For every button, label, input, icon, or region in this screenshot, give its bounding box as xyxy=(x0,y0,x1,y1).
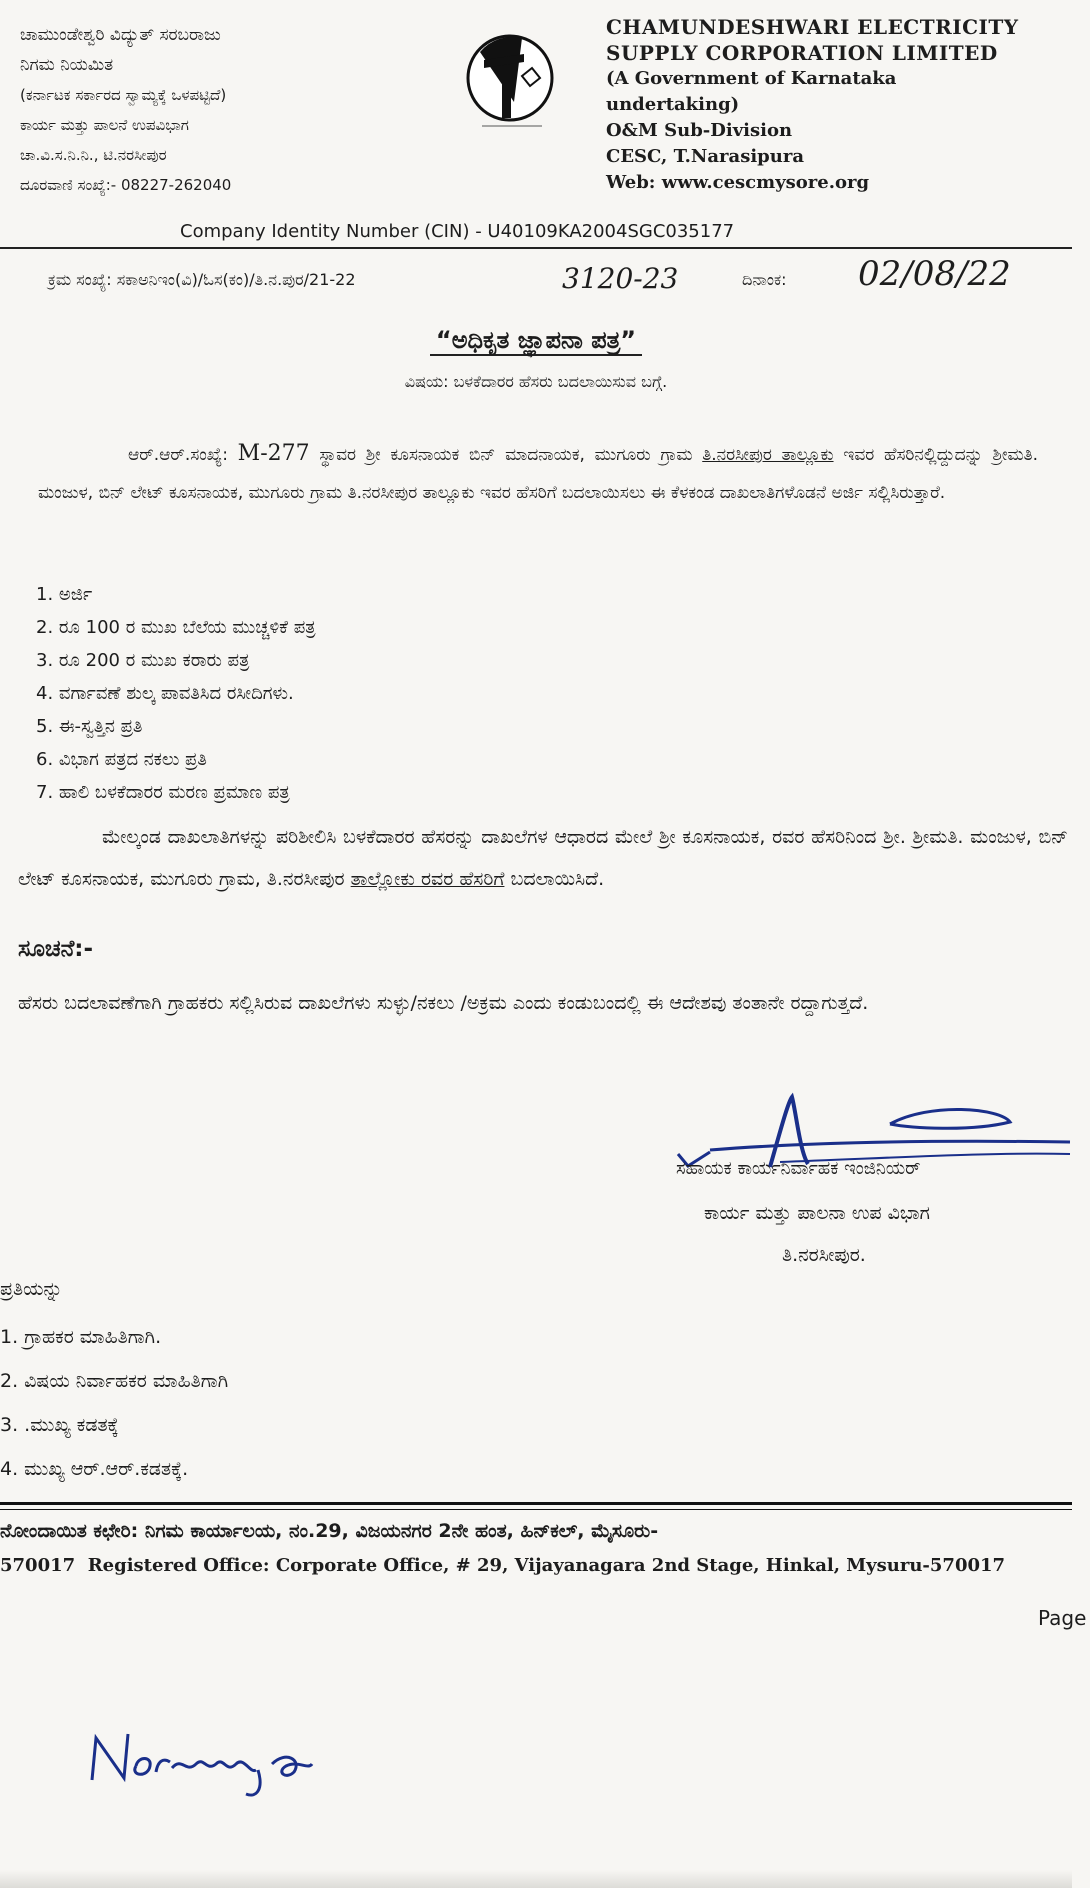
header-kannada-line: ಚಾಮುಂಡೇಶ್ವರಿ ವಿದ್ಯುತ್ ಸರಬರಾಜು xyxy=(20,25,221,45)
intro-text-2: ಇವರ ಹೆಸರಿನಲ್ಲಿದ್ದುದನ್ನು ಶ್ರೀಮತಿ. ಮಂಜುಳ, ಬಿನ್ ಲೇಟ್ ಕೂಸನಾಯಕ, ಮುಗೂರು ಗ್ರಾಮ ತಿ.ನರಸೀಪುರ ತಾಲ್ಲೂಕು ಇವರ ಹೆಸರಿಗೆ ಬದಲಾಯಿಸಲು ಈ ಕೆಳಕಂಡ ದಾಖಲಾತಿಗಳೊಡನೆ ಅರ್ಜಿ ಸಲ್ಲಿಸಿರುತ್ತಾರೆ. xyxy=(38,445,1039,503)
note-body: ಹೆಸರು ಬದಲಾವಣೆಗಾಗಿ ಗ್ರಾಹಕರು ಸಲ್ಲಿಸಿರುವ ದಾಖಲೆಗಳು ಸುಳ್ಳು/ನಕಲು /ಅಕ್ರಮ ಎಂದು ಕಂಡುಬಂದಲ್ಲಿ ಈ ಆದೇಶವು ತಂತಾನೇ ರದ್ದಾಗುತ್ತದೆ. xyxy=(18,992,869,1014)
list-item: 2. ರೂ 100 ರ ಮುಖ ಬೆಲೆಯ ಮುಚ್ಚಳಿಕೆ ಪತ್ರ xyxy=(36,617,316,638)
header-english-line: (A Government of Karnataka xyxy=(606,68,897,89)
list-item: 4. ಮುಖ್ಯ ಆರ್.ಆರ್.ಕಡತಕ್ಕೆ. xyxy=(0,1458,189,1480)
decision-text-1: ಮೇಲ್ಕಂಡ ದಾಖಲಾತಿಗಳನ್ನು ಪರಿಶೀಲಿಸಿ ಬಳಕೆದಾರರ ಹೆಸರನ್ನು ದಾಖಲೆಗಳ ಆಧಾರದ ಮೇಲೆ ಶ್ರೀ ಕೂಸನಾಯಕ, ರವರ ಹೆಸರಿನಿಂದ ಶ್ರೀ. ಶ್ರೀಮತಿ. ಮಂಜುಳ, ಬಿನ್ ಲೇಟ್ ಕೂಸನಾಯಕ, ಮುಗೂರು ಗ್ರಾಮ, ತಿ.ನರಸೀಪುರ xyxy=(18,826,1068,890)
date-handwritten: 02/08/22 xyxy=(858,254,1011,294)
intro-text-1: ಸ್ಥಾವರ ಶ್ರೀ ಕೂಸನಾಯಕ ಬಿನ್ ಮಾದನಾಯಕ, ಮುಗೂರು ಗ್ರಾಮ xyxy=(319,445,693,465)
document-title xyxy=(0,326,1072,354)
header-divider xyxy=(0,247,1072,249)
header-english-line: Web: www.cescmysore.org xyxy=(606,172,870,193)
footer-kannada: ನೋಂದಾಯಿತ ಕಛೇರಿ: ನಿಗಮ ಕಾರ್ಯಾಲಯ, ನಂ.29, ವಿಜಯನಗರ 2ನೇ ಹಂತ, ಹಿನ್‌ಕಲ್, ಮೈಸೂರು- xyxy=(0,1520,659,1542)
header-english-line: CHAMUNDESHWARI ELECTRICITY xyxy=(606,15,1019,39)
header-kannada-line: ದೂರವಾಣಿ ಸಂಖ್ಯೆ:- 08227-262040 xyxy=(20,176,232,194)
header-kannada-line: ಕಾರ್ಯ ಮತ್ತು ಪಾಲನೆ ಉಪವಿಭಾಗ xyxy=(20,116,189,134)
header-kannada-line: (ಕರ್ನಾಟಕ ಸರ್ಕಾರದ ಸ್ವಾಮ್ಯಕ್ಕೆ ಒಳಪಟ್ಟಿದೆ) xyxy=(20,86,227,104)
document-title-text: “ಅಧಿಕೃತ ಜ್ಞಾಪನಾ ಪತ್ರ” xyxy=(430,326,642,356)
footer-address: Registered Office: Corporate Office, # 29, Vijayanagara 2nd Stage, Hinkal, Mysuru-570017 xyxy=(87,1555,1006,1576)
header-kannada-line: ನಿಗಮ ನಿಯಮಿತ xyxy=(20,55,114,75)
reference-label: ಕ್ರಮ ಸಂಖ್ಯೆ: ಸಕಾಅನಿಇಂ(ವಿ)/ಓಸ(ಕಂ)/ತಿ.ನ.ಪುರ/21-22 xyxy=(48,270,356,289)
header-english-line: undertaking) xyxy=(606,94,740,115)
footer-pincode: 570017 xyxy=(0,1555,76,1576)
cin-line: Company Identity Number (CIN) - U40109KA2004SGC035177 xyxy=(180,221,735,242)
list-item: 6. ವಿಭಾಗ ಪತ್ರದ ನಕಲು ಪ್ರತಿ xyxy=(36,749,207,770)
cesc-logo-icon xyxy=(462,32,558,132)
footer-divider-thin xyxy=(0,1509,1072,1510)
handwritten-note-scribble xyxy=(86,1720,316,1800)
signatory-office: ಕಾರ್ಯ ಮತ್ತು ಪಾಲನಾ ಉಪ ವಿಭಾಗ xyxy=(704,1202,930,1224)
header-english-line: SUPPLY CORPORATION LIMITED xyxy=(606,41,998,65)
page-bottom-shadow xyxy=(0,1870,1072,1888)
documents-list xyxy=(36,578,736,809)
copies-title: ಪ್ರತಿಯನ್ನು xyxy=(0,1278,63,1300)
date-label: ದಿನಾಂಕ: xyxy=(742,270,787,289)
header-kannada-line: ಚಾ.ವಿ.ಸ.ನಿ.ನಿ., ಟಿ.ನರಸೀಪುರ xyxy=(20,146,167,164)
list-item: 5. ಈ-ಸ್ವತ್ತಿನ ಪ್ರತಿ xyxy=(36,716,143,737)
intro-paragraph xyxy=(38,435,1038,512)
decision-text-2: ಬದಲಾಯಿಸಿದೆ. xyxy=(510,868,605,890)
footer-divider xyxy=(0,1502,1072,1505)
note-title: ಸೂಚನೆ:- xyxy=(18,936,94,962)
list-item: 2. ವಿಷಯ ನಿರ್ವಾಹಕರ ಮಾಹಿತಿಗಾಗಿ xyxy=(0,1370,229,1392)
decision-underlined: ತಾಲ್ಲೋಕು ರವರ ಹೆಸರಿಗೆ xyxy=(350,868,505,890)
page-label: Page xyxy=(1038,1606,1087,1630)
list-item: 1. ಅರ್ಜಿ xyxy=(36,584,93,605)
signatory-designation: ಸಹಾಯಕ ಕಾರ್ಯನಿರ್ವಾಹಕ ಇಂಜಿನಿಯರ್ xyxy=(676,1158,921,1179)
list-item: 3. ರೂ 200 ರ ಮುಖ ಕರಾರು ಪತ್ರ xyxy=(36,650,250,671)
footer-english xyxy=(0,1555,1090,1576)
header-english xyxy=(606,14,1076,196)
reference-number-handwritten: 3120-23 xyxy=(562,262,679,295)
intro-underlined: ತಿ.ನರಸೀಪುರ ತಾಲ್ಲೂಕು xyxy=(702,445,834,465)
rr-label: ಆರ್.ಆರ್.ಸಂಖ್ಯೆ: xyxy=(128,445,228,465)
header-kannada xyxy=(20,20,460,200)
list-item: 4. ವರ್ಗಾವಣೆ ಶುಲ್ಕ ಪಾವತಿಸಿದ ರಸೀದಿಗಳು. xyxy=(36,683,294,704)
copies-list xyxy=(0,1315,228,1491)
decision-paragraph xyxy=(18,816,1068,900)
header-english-line: O&M Sub-Division xyxy=(606,120,793,141)
list-item: 3. .ಮುಖ್ಯ ಕಡತಕ್ಕೆ xyxy=(0,1414,119,1436)
rr-number: M-277 xyxy=(237,441,310,466)
header-english-line: CESC, T.Narasipura xyxy=(606,146,804,167)
list-item: 7. ಹಾಲಿ ಬಳಕೆದಾರರ ಮರಣ ಪ್ರಮಾಣ ಪತ್ರ xyxy=(36,782,290,803)
list-item: 1. ಗ್ರಾಹಕರ ಮಾಹಿತಿಗಾಗಿ. xyxy=(0,1326,162,1348)
subject-line: ವಿಷಯ: ಬಳಕೆದಾರರ ಹೆಸರು ಬದಲಾಯಿಸುವ ಬಗ್ಗೆ. xyxy=(404,372,668,391)
signatory-place: ತಿ.ನರಸೀಪುರ. xyxy=(782,1244,866,1266)
